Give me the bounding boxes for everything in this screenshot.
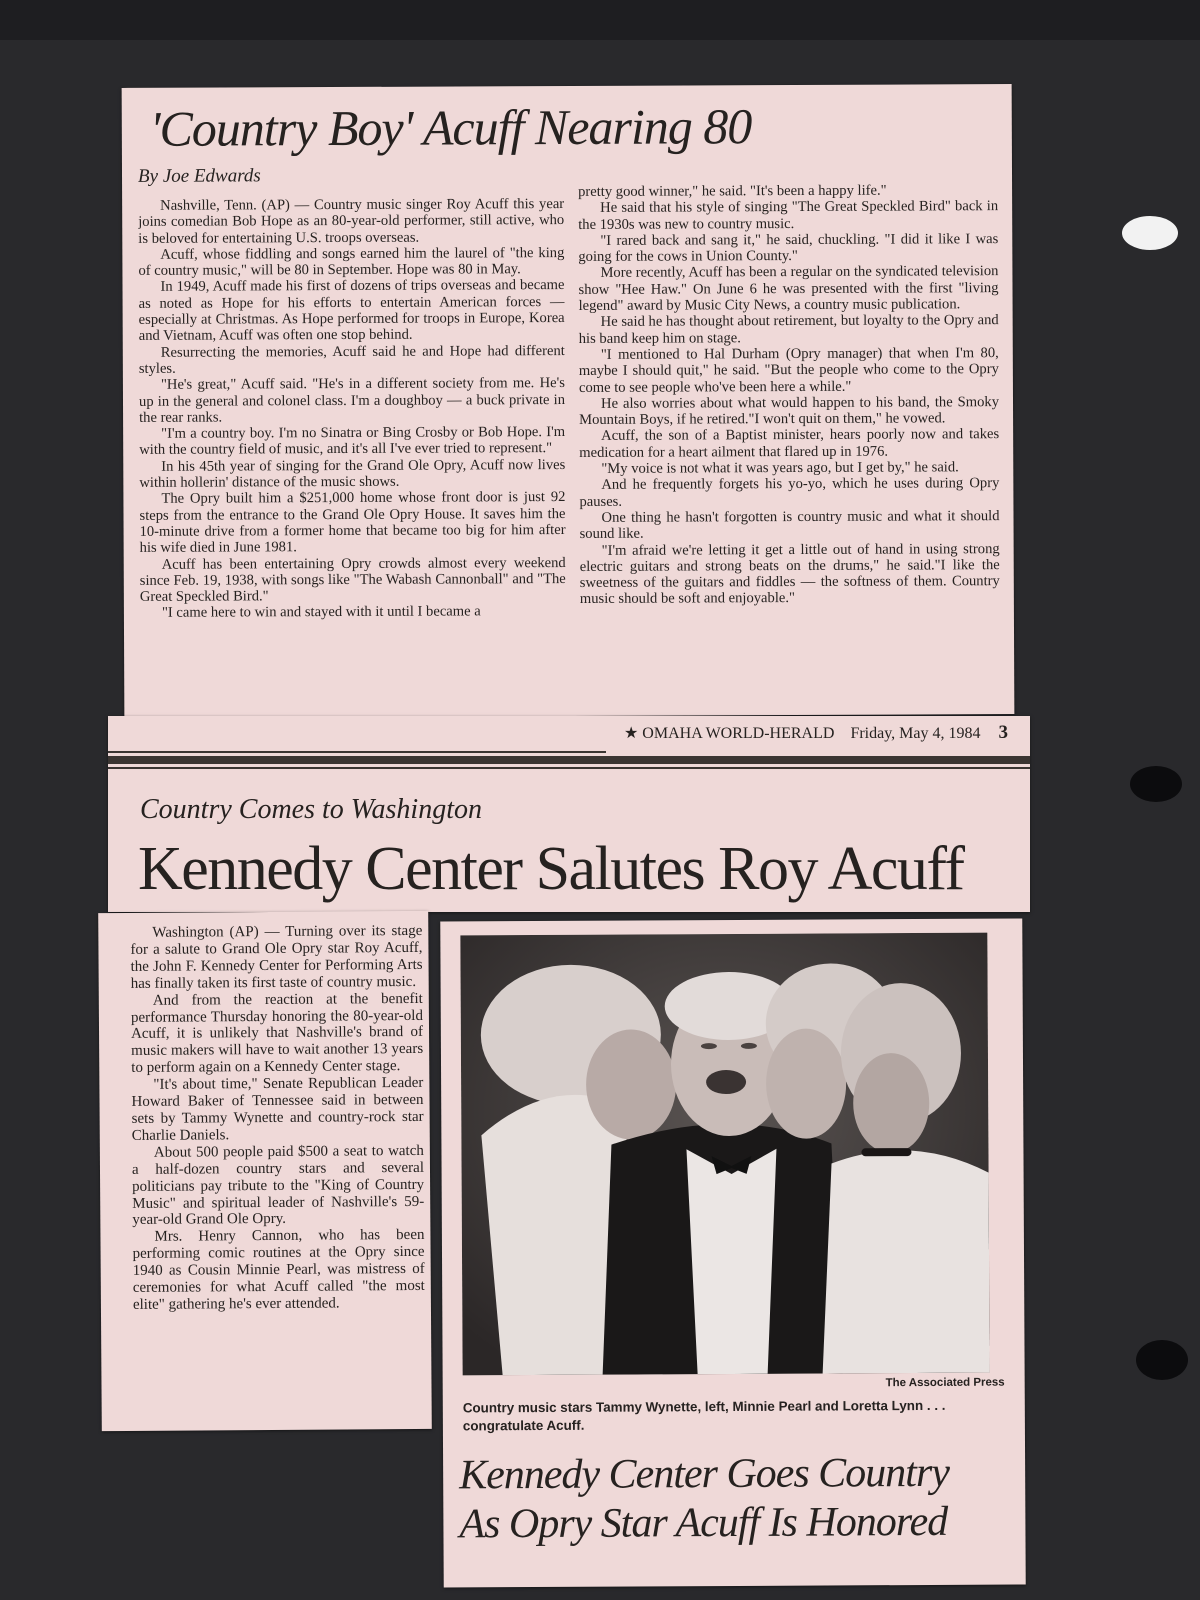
paragraph: Acuff, whose fiddling and songs earned him the laurel of "the king of country music," will be 80 in September. Hope was 80 in May. [138, 244, 565, 280]
divider [108, 756, 1030, 764]
paragraph: "I rared back and sang it," he said, chuckling. "I did it like I was going for the cows in Union County." [578, 231, 999, 266]
photo-clipping [440, 918, 1025, 1587]
page-number: 3 [998, 722, 1008, 743]
divider [108, 751, 606, 753]
paragraph: Acuff has been entertaining Opry crowds almost every weekend since Feb. 19, 1938, with songs like "The Wabash Cannonball" and "The Great Speckled Bird." [139, 554, 566, 605]
paragraph: "I mentioned to Hal Durham (Opry manager) that when I'm 80, maybe I should quit," he said. "But the people who come to the Opry come to see people who've been here a while." [578, 345, 999, 396]
article-headline: Kennedy Center Salutes Roy Acuff [138, 835, 964, 903]
article-clipping-kennedy-center [108, 716, 1030, 912]
photo-headline-line-2: As Opry Star Acuff Is Honored [459, 1498, 948, 1548]
paragraph: "I came here to win and stayed with it until I became a [161, 603, 481, 622]
divider [108, 767, 1030, 769]
article-column-2 [578, 182, 1000, 716]
paragraph: He also worries about what would happen to his band, the Smoky Mountain Boys, if he retired."I won't quit on them," he vowed. [579, 393, 1000, 429]
paragraph: Resurrecting the memories, Acuff said he and Hope had different styles. [138, 342, 565, 377]
paragraph: Washington (AP) — Turning over its stage for a salute to Grand Ole Opry star Roy Acuff, the John F. Kennedy Center for Performing Arts has finally taken its first taste of country music. [130, 922, 423, 992]
paragraph: And he frequently forgets his yo-yo, which he uses during Opry pauses. [579, 475, 1000, 510]
star-icon: ★ [623, 725, 643, 742]
photo-headline [459, 1449, 949, 1550]
issue-date: Friday, May 4, 1984 [850, 725, 981, 742]
article-headline: 'Country Boy' Acuff Nearing 80 [149, 98, 752, 157]
paragraph: He said he has thought about retirement, but loyalty to the Opry and his band keep him on stage. [578, 312, 999, 347]
newspaper-name: OMAHA WORLD-HERALD [642, 725, 835, 742]
paragraph: More recently, Acuff has been a regular on the syndicated television show "Hee Haw." On June 6 he was presented with the first "living legend" award by Music City News, a country music publication. [578, 263, 999, 315]
masthead-line [624, 722, 1008, 744]
paragraph: Mrs. Henry Cannon, who has been performing comic routines at the Opry since 1940 as Cousin Minnie Pearl, was mistress of ceremonies for what Acuff called "the most elite" gathering he's ever attended. [132, 1227, 425, 1313]
paragraph: Nashville, Tenn. (AP) — Country music singer Roy Acuff this year joins comedian Bob Hope as an 80-year-old performer, still active, who is beloved for entertaining U.S. troops overseas. [138, 196, 565, 247]
photo-credit: The Associated Press [885, 1376, 1005, 1390]
paragraph: He said that his style of singing "The Great Speckled Bird" back in the 1930s was new to country music. [578, 198, 999, 233]
byline: By Joe Edwards [137, 165, 261, 187]
paragraph: "I'm a country boy. I'm no Sinatra or Bing Crosby or Bob Hope. I'm with the country field of music, and it's all I've ever tried to represent." [139, 424, 566, 459]
paragraph: And from the reaction at the benefit performance Thursday honoring the 80-year-old Acuff, it is unlikely that Nashville's brand of music makers will have to wait another 13 years to perform again on a Kennedy Center stage. [130, 990, 424, 1077]
binder-hole [1122, 216, 1178, 250]
paragraph: "He's great," Acuff said. "He's in a different society from me. He's up in the general and colonel class. I'm a doughboy — a buck private in the rear ranks. [138, 375, 566, 426]
binder-hole [1130, 766, 1182, 802]
photo-caption: Country music stars Tammy Wynette, left, Minnie Pearl and Loretta Lynn . . . congratulate Acuff. [462, 1397, 946, 1434]
paragraph: About 500 people paid $500 a seat to watch a half-dozen country stars and several politicians pay tribute to the "King of Country Music" and spiritual leader of Nashville's 59-year-old Grand Ole Opry. [131, 1142, 425, 1229]
article-body-clipping [98, 911, 432, 1431]
article-clipping-acuff-nearing-80 [122, 84, 1015, 718]
photo-image [460, 933, 989, 1376]
paragraph: One thing he hasn't forgotten is country music and what it should sound like. [579, 508, 1000, 543]
paragraph: "My voice is not what it was years ago, but I get by," he said. [601, 459, 959, 477]
article-column [130, 923, 425, 1425]
article-column-1 [138, 196, 566, 718]
paragraph: "It's about time," Senate Republican Leader Howard Baker of Tennessee said in between sets by Tammy Wynette and country-rock star Charlie Daniels. [131, 1075, 424, 1144]
kicker-headline: Country Comes to Washington [140, 794, 482, 825]
paragraph: "I'm afraid we're letting it get a little out of hand in using strong electric guitars and strong beats on the drums," he said."I like the sweetness of the guitars and fiddles — the softness of them. Country music should be soft and enjoyable." [579, 540, 1000, 608]
paragraph: Acuff, the son of a Baptist minister, hears poorly now and takes medication for a heart ailment that flared up in 1976. [579, 426, 1000, 461]
photo-headline-line-1: Kennedy Center Goes Country [459, 1449, 950, 1499]
paragraph: pretty good winner," he said. "It's been a happy life." [578, 182, 887, 200]
paragraph: The Opry built him a $251,000 home whose front door is just 92 steps from the entrance to the Grand Ole Opry House. It saves him the 10-minute drive from a former home that became too big for him after his wife died in June 1981. [139, 489, 566, 557]
paragraph: In his 45th year of singing for the Grand Ole Opry, Acuff now lives within hollerin' distance of the music shows. [139, 456, 566, 491]
binder-hole [1136, 1340, 1188, 1380]
paragraph: In 1949, Acuff made his first of dozens of trips overseas and became as noted as Hope for his efforts to entertain American forces — especially at Christmas. As Hope performed for troops in Europe, Korea and Vietnam, Acuff was often one stop behind. [138, 277, 565, 345]
news-photo [460, 933, 989, 1376]
